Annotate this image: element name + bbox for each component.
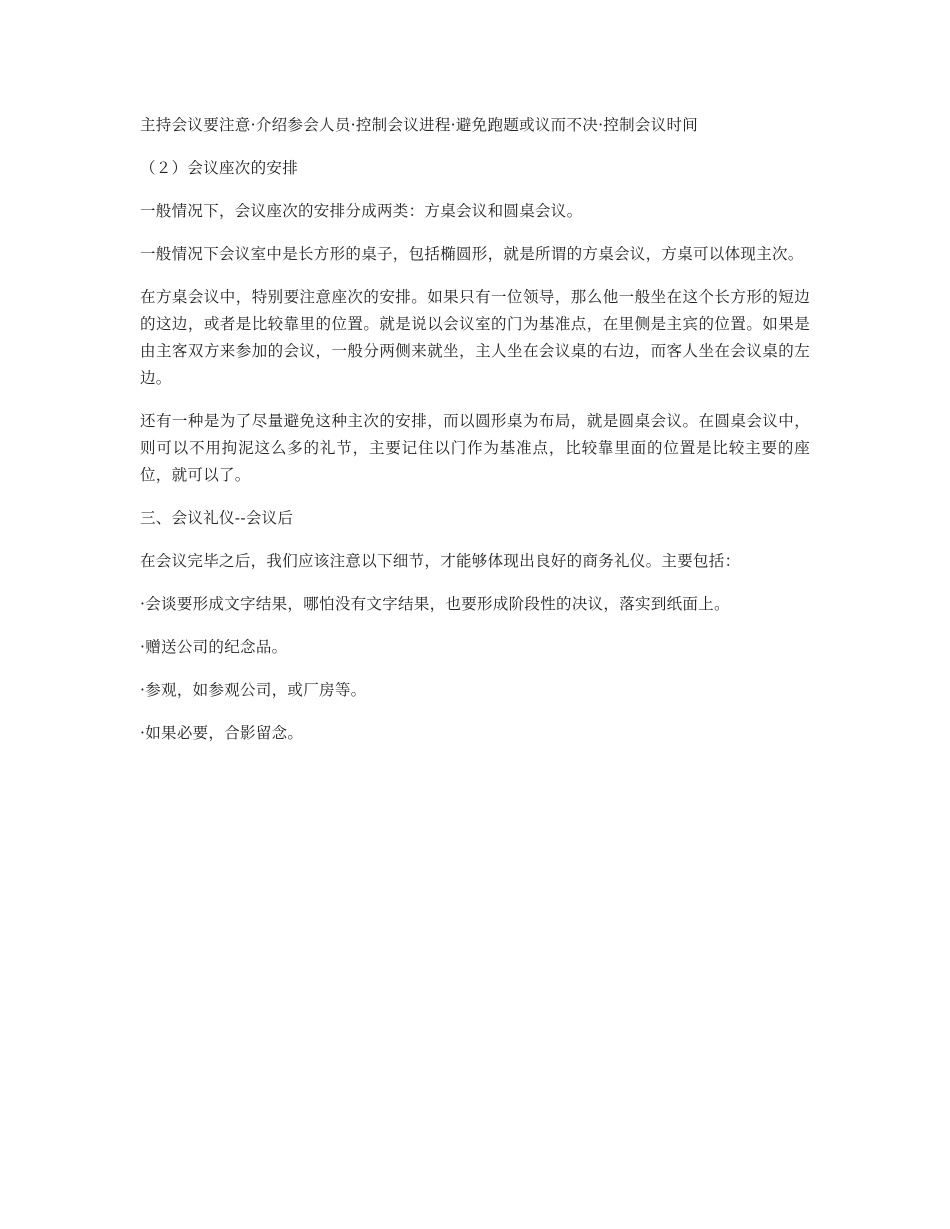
list-item-written-results: ·会谈要形成文字结果，哪怕没有文字结果，也要形成阶段性的决议，落实到纸面上。: [140, 595, 730, 613]
document-body: [140, 112, 810, 763]
heading-seating-arrangement: （２）会议座次的安排: [140, 159, 299, 177]
heading-after-meeting: 三、会议礼仪--会议后: [140, 509, 294, 527]
list-item-visit: ·参观，如参观公司，或厂房等。: [140, 681, 367, 699]
paragraph-square-table-seating: 在方桌会议中，特别要注意座次的安排。如果只有一位领导，那么他一般坐在这个长方形的短边的这边，或者是比较靠里的位置。就是说以会议室的门为基准点，在里侧是主宾的位置。如果是由主客双方来参加的会议，一般分两侧来就坐，主人坐在会议桌的右边，而客人坐在会议桌的左边。: [140, 288, 810, 387]
paragraph-round-table: 还有一种是为了尽量避免这种主次的安排，而以圆形桌为布局，就是圆桌会议。在圆桌会议中，则可以不用拘泥这么多的礼节，主要记住以门作为基准点，比较靠里面的位置是比较主要的座位，就可以了。: [140, 412, 810, 484]
list-item-group-photo: ·如果必要，合影留念。: [140, 724, 304, 742]
paragraph-after-meeting-intro: 在会议完毕之后，我们应该注意以下细节，才能够体现出良好的商务礼仪。主要包括：: [140, 552, 741, 570]
paragraph-square-table: 一般情况下会议室中是长方形的桌子，包括椭圆形，就是所谓的方桌会议，方桌可以体现主次。: [140, 245, 804, 263]
list-item-souvenirs: ·赠送公司的纪念品。: [140, 638, 288, 656]
paragraph-seating-types: 一般情况下，会议座次的安排分成两类：方桌会议和圆桌会议。: [140, 202, 583, 220]
paragraph-meeting-host-notes: 主持会议要注意·介绍参会人员·控制会议进程·避免跑题或议而不决·控制会议时间: [140, 116, 699, 134]
